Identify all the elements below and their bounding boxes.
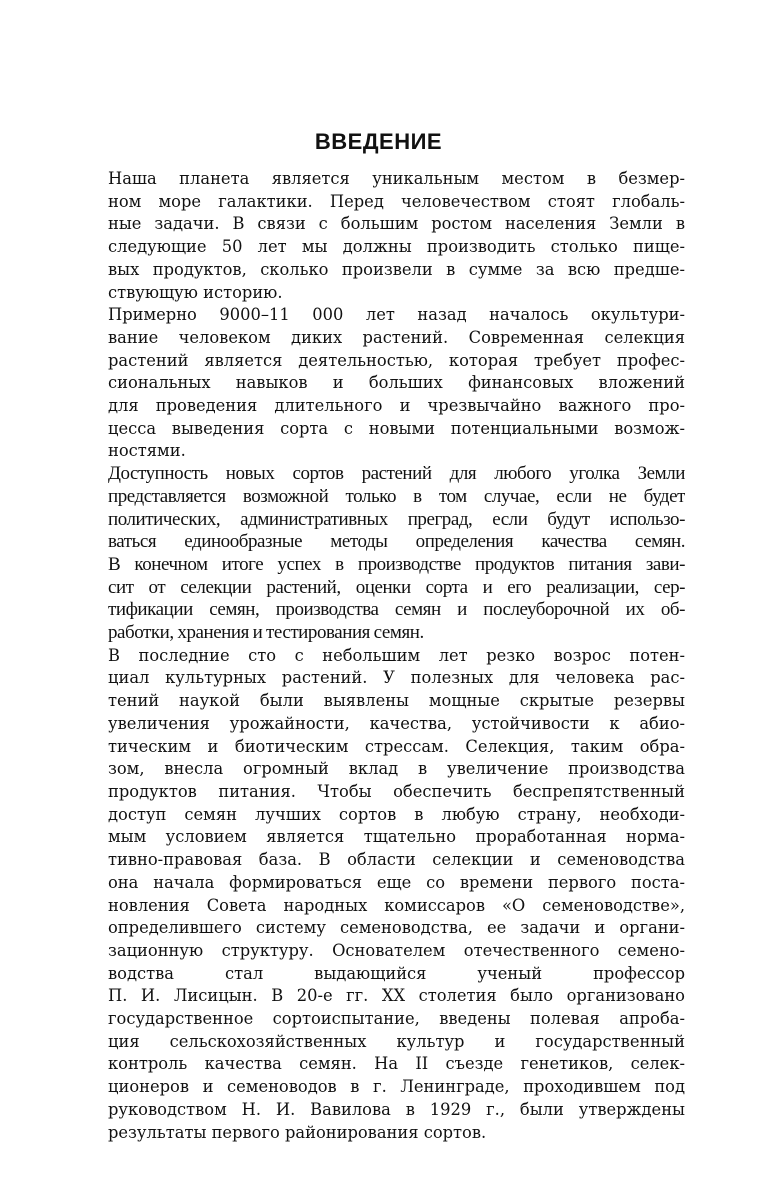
text-line: работки, хранения и тестирования семян. bbox=[108, 622, 424, 644]
text-line: новления Совета народных комиссаров «О семеноводстве», bbox=[108, 895, 685, 915]
text-line: сиональных навыков и больших финансовых вложений bbox=[108, 373, 685, 393]
text-line: Доступность новых сортов растений для любого уголка Земли bbox=[108, 463, 685, 485]
text-line: результаты первого районирования сортов. bbox=[108, 1122, 487, 1142]
text-line: тивно-правовая база. В области селекции и семеноводства bbox=[108, 850, 685, 870]
text-line: ваться единообразные методы определения качества семян. bbox=[108, 531, 685, 553]
text-line: зом, внесла огромный вклад в увеличение производства bbox=[108, 759, 685, 779]
text-line: В конечном итоге успех в производстве продуктов питания зави- bbox=[108, 553, 685, 575]
text-line: тений наукой были выявлены мощные скрытые резервы bbox=[108, 691, 685, 711]
text-line: для проведения длительного и чрезвычайно важного про- bbox=[108, 396, 685, 416]
text-line: определившего систему семеноводства, ее задачи и органи- bbox=[108, 918, 685, 938]
text-line: Наша планета является уникальным местом в безмер- bbox=[108, 169, 685, 188]
paragraph bbox=[72, 645, 685, 1144]
text-line: ствующую историю. bbox=[108, 282, 283, 302]
text-line: П. И. Лисицын. В 20-е гг. XX столетия было организовано bbox=[108, 986, 685, 1006]
paragraph bbox=[72, 168, 685, 304]
text-line: она начала формироваться еще со времени первого поста- bbox=[108, 872, 685, 892]
text-line: государственное сортоиспытание, введены полевая апроба- bbox=[108, 1009, 685, 1029]
text-line: ные задачи. В связи с большим ростом населения Земли в bbox=[108, 214, 685, 234]
text-line: следующие 50 лет мы должны производить столько пище- bbox=[108, 237, 685, 257]
text-line: вых продуктов, сколько произвели в сумме за всю предше- bbox=[108, 259, 685, 279]
text-line: водства стал выдающийся ученый профессор bbox=[108, 963, 685, 983]
paragraph bbox=[72, 304, 685, 463]
text-line: ном море галактики. Перед человечеством стоят глобаль- bbox=[108, 191, 685, 211]
text-line: В последние сто с небольшим лет резко возрос потен- bbox=[108, 645, 685, 665]
text-line: руководством Н. И. Вавилова в 1929 г., были утверждены bbox=[108, 1099, 685, 1119]
text-line: доступ семян лучших сортов в любую страну, необходи- bbox=[108, 804, 685, 824]
text-line: ностями. bbox=[108, 441, 186, 461]
text-line: контроль качества семян. На II съезде генетиков, селек- bbox=[108, 1054, 685, 1074]
page-title: ВВЕДЕНИЕ bbox=[314, 129, 443, 154]
text-line: политических, административных преград, если будут использо- bbox=[108, 508, 685, 530]
text-line: тическим и биотическим стрессам. Селекция, таким обра- bbox=[108, 736, 685, 756]
body-text bbox=[72, 168, 685, 1144]
text-line: продуктов питания. Чтобы обеспечить беспрепятственный bbox=[108, 781, 685, 801]
text-line: увеличения урожайности, качества, устойчивости к абио- bbox=[108, 713, 685, 733]
text-line: ционеров и семеноводов в г. Ленинграде, проходившем под bbox=[108, 1077, 685, 1097]
text-line: цесса выведения сорта с новыми потенциальными возмож- bbox=[108, 418, 685, 438]
text-line: вание человеком диких растений. Современная селекция bbox=[108, 327, 685, 347]
text-line: растений является деятельностью, которая требует профес- bbox=[108, 350, 685, 370]
text-line: зационную структуру. Основателем отечественного семено- bbox=[108, 940, 685, 960]
text-line: сит от селекции растений, оценки сорта и его реализации, сер- bbox=[108, 576, 685, 598]
paragraph bbox=[72, 463, 685, 645]
text-line: тификации семян, производства семян и послеуборочной их об- bbox=[108, 599, 685, 621]
text-line: мым условием является тщательно проработанная норма- bbox=[108, 827, 685, 847]
text-line: Примерно 9000–11 000 лет назад началось окультури- bbox=[108, 305, 685, 325]
text-line: циал культурных растений. У полезных для человека рас- bbox=[108, 668, 685, 688]
text-line: представляется возможной только в том случае, если не будет bbox=[108, 485, 685, 507]
text-line: ция сельскохозяйственных культур и государственный bbox=[108, 1031, 685, 1051]
